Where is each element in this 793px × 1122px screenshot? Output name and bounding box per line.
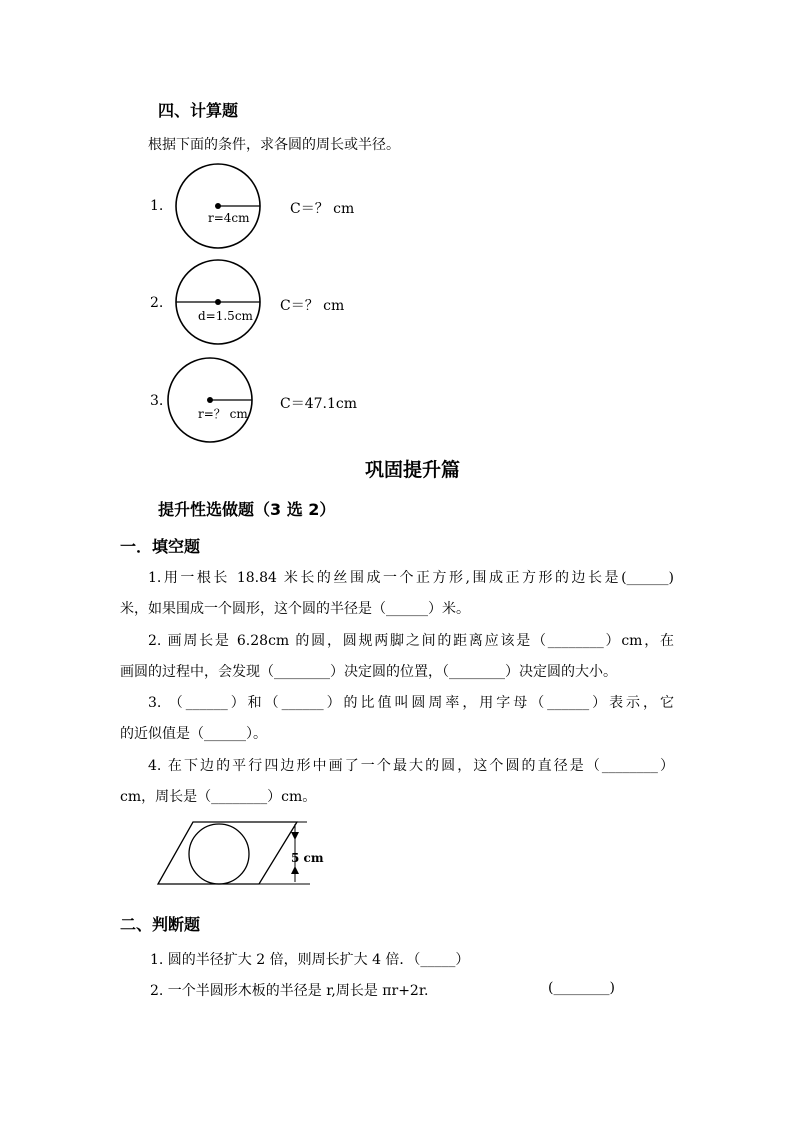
- problem-number: 1.: [150, 198, 164, 214]
- problem-formula: C＝47.1cm: [280, 396, 357, 412]
- fill-q2-line2: 画圆的过程中，会发现（________）决定圆的位置，（________）决定圆的大小。: [120, 664, 617, 680]
- judge-q1: 1. 圆的半径扩大 2 倍，则周长扩大 4 倍．（_____）: [150, 952, 470, 968]
- radius-label: r=4cm: [208, 211, 250, 225]
- section-heading-fill: 一．填空题: [120, 537, 201, 556]
- section-heading-judge: 二、判断题: [120, 915, 201, 934]
- parallelogram-figure: [155, 818, 330, 890]
- height-label: 5 cm: [291, 851, 324, 865]
- optional-subtitle: 提升性选做题（3 选 2）: [158, 500, 336, 519]
- arrow-down-icon: [291, 832, 299, 840]
- arrow-up-icon: [291, 866, 299, 874]
- judge-q2: 2. 一个半圆形木板的半径是 r,周长是 πr+2r.: [150, 983, 429, 999]
- fill-q1-line1: 1.用一根长 18.84 米长的丝围成一个正方形,围成正方形的边长是(______): [148, 570, 674, 586]
- unknown-radius-label: r=？ cm: [198, 407, 248, 421]
- fill-q4-line2: cm，周长是（________）cm。: [120, 789, 317, 805]
- problem-formula: C＝？ cm: [280, 298, 345, 314]
- problem-number: 3.: [150, 393, 164, 409]
- circle-radius-figure: [170, 162, 270, 254]
- section-heading-calc: 四、计算题: [158, 101, 239, 120]
- page-title: 巩固提升篇: [365, 459, 461, 481]
- circle-diameter-figure: [170, 258, 270, 350]
- diameter-label: d=1.5cm: [198, 309, 253, 323]
- problem-number: 2.: [150, 295, 164, 311]
- fill-q4-line1: 4. 在下边的平行四边形中画了一个最大的圆，这个圆的直径是（________）: [148, 758, 674, 774]
- fill-q3-line2: 的近似值是（______）。: [120, 726, 267, 742]
- fill-q3-line1: 3. （______）和（______）的比值叫圆周率，用字母（______）表示，它: [148, 695, 674, 711]
- calc-instruction: 根据下面的条件，求各圆的周长或半径。: [148, 137, 400, 153]
- fill-q1-line2: 米，如果围成一个圆形，这个圆的半径是（______）米。: [120, 601, 470, 617]
- judge-q2-blank: (________): [548, 980, 615, 996]
- fill-q2-line1: 2. 画周长是 6.28cm 的圆，圆规两脚之间的距离应该是（________）cm，在: [148, 633, 674, 649]
- problem-formula: C＝？ cm: [290, 201, 355, 217]
- circle-unknown-radius-figure: [164, 356, 264, 448]
